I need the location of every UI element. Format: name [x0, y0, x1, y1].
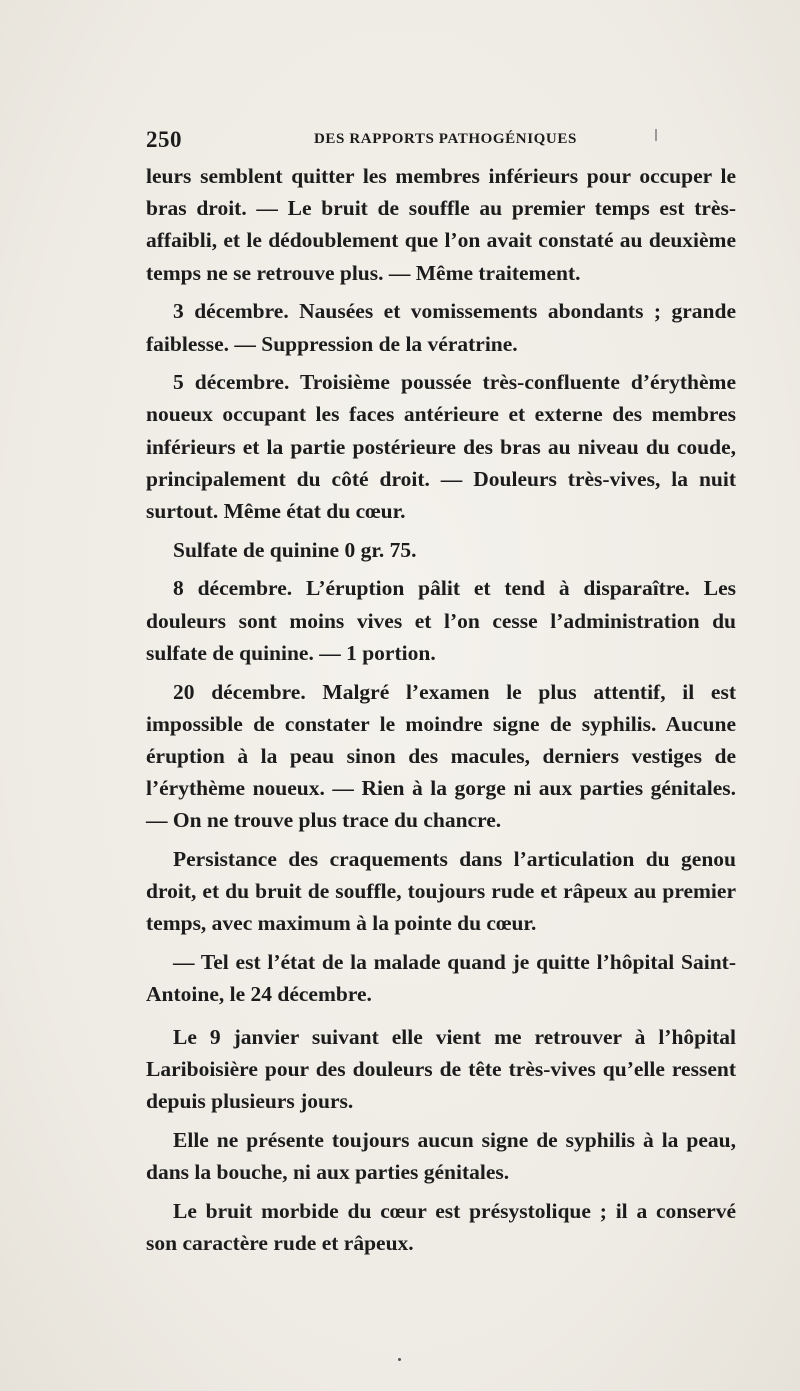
page-number: 250 — [146, 127, 182, 152]
ink-speck — [398, 1358, 401, 1361]
page-header — [146, 127, 736, 153]
paragraph-quinine-dose: Sulfate de quinine 0 gr. 75. — [173, 537, 417, 562]
paragraph-no-syphilis: Elle ne présente toujours aucun signe de syphilis à la peau, dans la bouche, ni aux parties génitales. — [146, 1127, 736, 1184]
paragraph-dec-3: 3 décembre. Nausées et vomissements abondants ; grande faiblesse. — Suppression de la vératrine. — [146, 299, 736, 356]
paragraph-jan-9: Le 9 janvier suivant elle vient me retrouver à l’hôpital Lariboisière pour des douleurs de tête très-vives qu’elle ressent depuis plusieurs jours. — [146, 1024, 736, 1113]
paragraph-persistence: Persistance des craquements dans l’articulation du genou droit, et du bruit de souffle, toujours rude et râpeux au premier temps, avec maximum à la pointe du cœur. — [146, 847, 736, 936]
paragraph-saint-antoine: — Tel est l’état de la malade quand je quitte l’hôpital Saint-Antoine, le 24 décembre. — [146, 950, 736, 1007]
body-text — [146, 160, 736, 1266]
paragraph-continuation: leurs semblent quitter les membres inférieurs pour occuper le bras droit. — Le bruit de souffle au premier temps est très-affaibli, et le dédoublement que l’on avait constaté au deuxième temps ne se retrouve plus. — Même traitement. — [146, 164, 736, 285]
top-mark — [655, 129, 657, 141]
paragraph-dec-8: 8 décembre. L’éruption pâlit et tend à disparaître. Les douleurs sont moins vives et l’on cesse l’administration du sulfate de quinine. — 1 portion. — [146, 576, 736, 665]
paragraph-dec-5: 5 décembre. Troisième poussée très-confluente d’érythème noueux occupant les faces antérieure et externe des membres inférieurs et la partie postérieure des bras au niveau du coude, principalement du côté droit. — Douleurs très-vives, la nuit surtout. Même état du cœur. — [146, 370, 736, 524]
paragraph-presystolic: Le bruit morbide du cœur est présystolique ; il a conservé son caractère rude et râpeux. — [146, 1198, 736, 1255]
running-title: DES RAPPORTS PATHOGÉNIQUES — [314, 131, 577, 147]
paragraph-dec-20: 20 décembre. Malgré l’examen le plus attentif, il est impossible de constater le moindre signe de syphilis. Aucune éruption à la peau sinon des macules, derniers vestiges de l’érythème noueux. — Rien à la gorge ni aux parties génitales. — On ne trouve plus trace du chancre. — [146, 679, 736, 833]
